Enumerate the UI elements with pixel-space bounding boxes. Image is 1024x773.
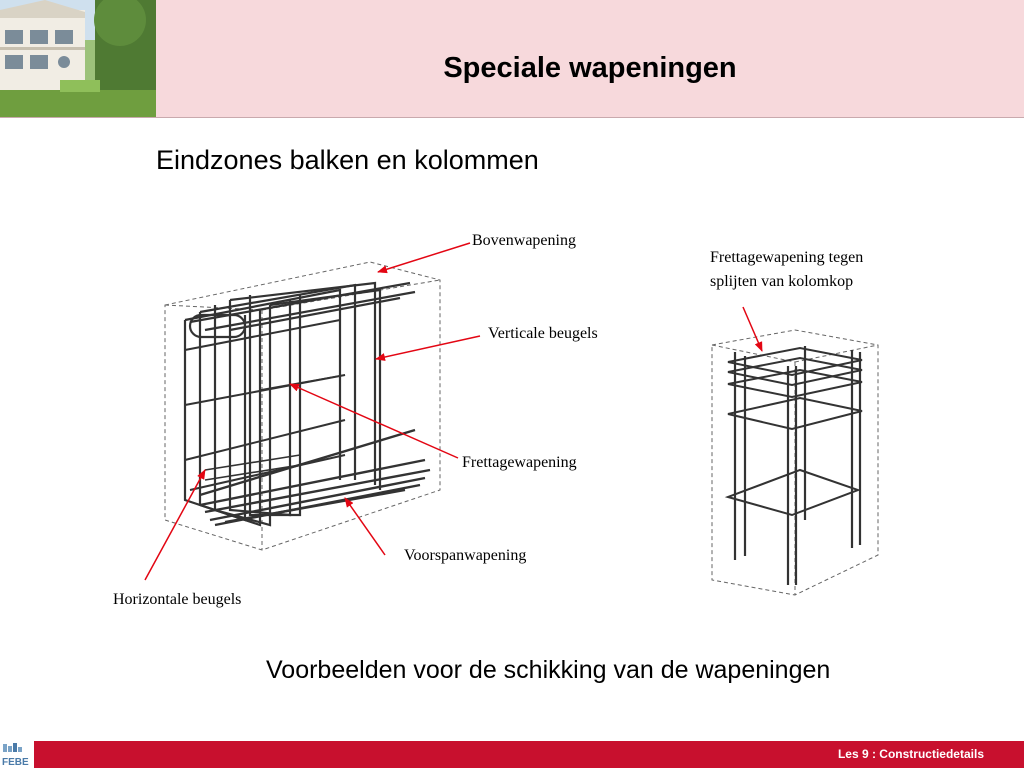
label-frettagewapening: Frettagewapening [462,454,577,471]
arrow-verticale-beugels [376,336,480,359]
logo-text: FEBE [2,757,29,768]
arrow-frettage-kolom [743,307,762,351]
annotation-arrows [145,243,762,580]
section-subtitle: Eindzones balken en kolommen [156,145,539,175]
label-bovenwapening: Bovenwapening [472,232,576,249]
arrow-horizontale-beugels [145,470,205,580]
column-head-drawing [712,330,878,595]
febe-logo [0,741,34,768]
label-frettage-kolom-line1: Frettagewapening tegen [710,249,864,266]
arrow-voorspanwapening [345,498,385,555]
beam-end-zone-drawing [165,262,440,550]
label-voorspanwapening: Voorspanwapening [404,547,527,564]
label-horizontale-beugels: Horizontale beugels [113,591,242,608]
footer-text: Les 9 : Constructiedetails [837,747,984,761]
arrow-bovenwapening [378,243,470,272]
footer-bar [0,741,1024,768]
label-verticale-beugels: Verticale beugels [488,325,598,342]
label-frettage-kolom-line2: splijten van kolomkop [710,273,854,290]
page-title: Speciale wapeningen [443,52,737,84]
figure-caption: Voorbeelden voor de schikking van de wapeningen [266,656,831,684]
